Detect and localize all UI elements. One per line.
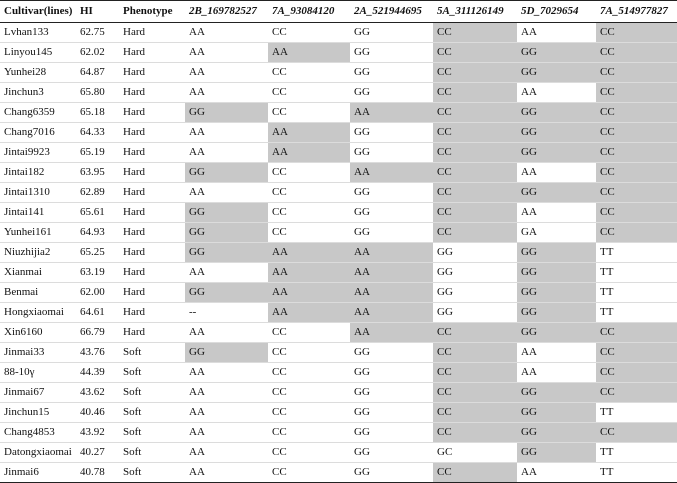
phenotype-cell: Soft [119, 403, 185, 423]
genotype-cell: CC [268, 163, 350, 183]
hi-cell: 62.75 [76, 23, 119, 43]
genotype-cell: CC [433, 123, 517, 143]
genotype-cell: GG [350, 123, 433, 143]
table-row [0, 463, 677, 483]
genotype-cell: GG [350, 183, 433, 203]
genotype-cell: GG [350, 83, 433, 103]
genotype-cell: CC [268, 423, 350, 443]
genotype-cell: CC [596, 43, 677, 63]
cultivar-cell: Lvhan133 [0, 23, 76, 43]
genotype-cell: CC [268, 23, 350, 43]
genotype-cell: GG [517, 443, 596, 463]
cultivar-cell: Jintai182 [0, 163, 76, 183]
genotype-cell: CC [268, 443, 350, 463]
table-row [0, 443, 677, 463]
phenotype-cell: Soft [119, 383, 185, 403]
genotype-cell: GG [185, 203, 268, 223]
genotype-cell: TT [596, 303, 677, 323]
genotype-cell: AA [268, 143, 350, 163]
table-row [0, 203, 677, 223]
genotype-cell: AA [517, 163, 596, 183]
genotype-cell: GG [185, 103, 268, 123]
phenotype-cell: Hard [119, 63, 185, 83]
table-row [0, 423, 677, 443]
hi-cell: 65.19 [76, 143, 119, 163]
genotype-cell: GC [433, 443, 517, 463]
genotype-cell: GG [350, 463, 433, 483]
genotype-cell: GG [517, 403, 596, 423]
genotype-cell: TT [596, 243, 677, 263]
genotype-cell: AA [517, 463, 596, 483]
genotype-cell: CC [433, 23, 517, 43]
genotype-cell: AA [185, 183, 268, 203]
cultivar-cell: Jinmai6 [0, 463, 76, 483]
genotype-cell: AA [268, 243, 350, 263]
phenotype-cell: Hard [119, 303, 185, 323]
phenotype-cell: Soft [119, 443, 185, 463]
genotype-cell: GG [350, 363, 433, 383]
genotype-cell: GG [517, 43, 596, 63]
genotype-cell: AA [185, 363, 268, 383]
genotype-cell: AA [185, 323, 268, 343]
genotype-cell: AA [517, 203, 596, 223]
phenotype-cell: Hard [119, 43, 185, 63]
table-row [0, 403, 677, 423]
header-row [0, 1, 677, 23]
table-row [0, 303, 677, 323]
genotype-cell: GG [517, 383, 596, 403]
genotype-cell: CC [433, 323, 517, 343]
genotype-cell: CC [596, 183, 677, 203]
cultivar-cell: Jintai141 [0, 203, 76, 223]
cultivar-cell: Benmai [0, 283, 76, 303]
phenotype-cell: Soft [119, 363, 185, 383]
table-row [0, 183, 677, 203]
genotype-cell: AA [185, 43, 268, 63]
genotype-cell: GG [350, 143, 433, 163]
header-marker-5d: 5D_7029654 [517, 1, 596, 23]
table-row [0, 63, 677, 83]
genotype-cell: AA [350, 303, 433, 323]
hi-cell: 40.27 [76, 443, 119, 463]
genotype-cell: GG [517, 103, 596, 123]
cultivar-cell: Yunhei161 [0, 223, 76, 243]
genotype-cell: CC [433, 423, 517, 443]
cultivar-cell: 88-10γ [0, 363, 76, 383]
genotype-cell: GA [517, 223, 596, 243]
cultivar-cell: Jinmai33 [0, 343, 76, 363]
genotype-cell: AA [185, 403, 268, 423]
header-marker-5a: 5A_311126149 [433, 1, 517, 23]
hi-cell: 64.93 [76, 223, 119, 243]
genotype-cell: AA [185, 383, 268, 403]
genotype-cell: GG [350, 223, 433, 243]
genotype-cell: GG [517, 303, 596, 323]
cultivar-cell: Jinmai67 [0, 383, 76, 403]
genotype-cell: AA [185, 63, 268, 83]
table-row [0, 243, 677, 263]
table-body [0, 23, 677, 483]
genotype-cell: AA [268, 263, 350, 283]
phenotype-cell: Hard [119, 143, 185, 163]
genotype-cell: CC [596, 63, 677, 83]
cultivar-cell: Yunhei28 [0, 63, 76, 83]
genotype-cell: AA [185, 123, 268, 143]
phenotype-cell: Hard [119, 323, 185, 343]
cultivar-cell: Chang6359 [0, 103, 76, 123]
genotype-cell: AA [350, 243, 433, 263]
hi-cell: 40.46 [76, 403, 119, 423]
phenotype-cell: Hard [119, 223, 185, 243]
hi-cell: 65.80 [76, 83, 119, 103]
genotype-cell: GG [350, 423, 433, 443]
hi-cell: 62.02 [76, 43, 119, 63]
hi-cell: 66.79 [76, 323, 119, 343]
hi-cell: 43.62 [76, 383, 119, 403]
genotype-cell: CC [268, 383, 350, 403]
hi-cell: 63.19 [76, 263, 119, 283]
phenotype-cell: Hard [119, 23, 185, 43]
genotype-cell: GG [517, 143, 596, 163]
hi-cell: 65.18 [76, 103, 119, 123]
genotype-cell: CC [596, 23, 677, 43]
genotype-cell: AA [185, 23, 268, 43]
table-row [0, 363, 677, 383]
genotype-cell: CC [268, 343, 350, 363]
genotype-cell: GG [517, 263, 596, 283]
hi-cell: 40.78 [76, 463, 119, 483]
genotype-cell: CC [268, 463, 350, 483]
genotype-cell: CC [596, 103, 677, 123]
header-marker-7a-2: 7A_514977827 [596, 1, 677, 23]
genotype-cell: GG [350, 23, 433, 43]
phenotype-cell: Hard [119, 123, 185, 143]
hi-cell: 64.87 [76, 63, 119, 83]
header-phenotype: Phenotype [119, 1, 185, 23]
table-row [0, 143, 677, 163]
genotype-cell: GG [185, 243, 268, 263]
table-row [0, 123, 677, 143]
table-row [0, 283, 677, 303]
genotype-cell: CC [433, 83, 517, 103]
genotype-cell: CC [596, 163, 677, 183]
genotype-cell: CC [433, 163, 517, 183]
genotype-cell: GG [517, 123, 596, 143]
genotype-cell: AA [185, 443, 268, 463]
genotype-cell: CC [596, 343, 677, 363]
genotype-cell: GG [350, 383, 433, 403]
hi-cell: 44.39 [76, 363, 119, 383]
cultivar-cell: Jintai9923 [0, 143, 76, 163]
genotype-cell: CC [596, 123, 677, 143]
genotype-cell: GG [433, 283, 517, 303]
phenotype-cell: Soft [119, 463, 185, 483]
genotype-cell: CC [596, 203, 677, 223]
cultivar-cell: Chang4853 [0, 423, 76, 443]
genotype-cell: GG [350, 343, 433, 363]
genotype-cell: CC [433, 63, 517, 83]
genotype-cell: GG [350, 43, 433, 63]
genotype-cell: GG [517, 183, 596, 203]
genotype-cell: CC [596, 323, 677, 343]
genotype-cell: GG [433, 263, 517, 283]
genotype-cell: GG [350, 203, 433, 223]
genotype-cell: CC [268, 63, 350, 83]
cultivar-cell: Linyou145 [0, 43, 76, 63]
genotype-cell: GG [433, 243, 517, 263]
phenotype-cell: Hard [119, 263, 185, 283]
genotype-cell: AA [517, 343, 596, 363]
table-row [0, 383, 677, 403]
phenotype-cell: Soft [119, 423, 185, 443]
table-row [0, 23, 677, 43]
genotype-cell: CC [268, 183, 350, 203]
genotype-cell: CC [433, 203, 517, 223]
genotype-cell: AA [185, 423, 268, 443]
header-marker-2a: 2A_521944695 [350, 1, 433, 23]
genotype-cell: TT [596, 403, 677, 423]
genotype-cell: CC [433, 363, 517, 383]
cultivar-cell: Jinchun15 [0, 403, 76, 423]
genotype-cell: GG [517, 323, 596, 343]
genotype-cell: TT [596, 463, 677, 483]
genotype-cell: CC [268, 103, 350, 123]
genotype-cell: AA [268, 283, 350, 303]
phenotype-cell: Hard [119, 283, 185, 303]
phenotype-cell: Hard [119, 83, 185, 103]
hi-cell: 62.00 [76, 283, 119, 303]
genotype-cell: AA [517, 23, 596, 43]
hi-cell: 64.33 [76, 123, 119, 143]
genotype-cell: GG [517, 63, 596, 83]
genotype-cell: GG [185, 283, 268, 303]
genotype-cell: GG [185, 343, 268, 363]
hi-cell: 65.25 [76, 243, 119, 263]
genotype-cell: GG [517, 283, 596, 303]
genotype-cell: AA [268, 43, 350, 63]
phenotype-cell: Hard [119, 103, 185, 123]
genotype-cell: CC [433, 223, 517, 243]
genotype-cell: TT [596, 443, 677, 463]
genotype-cell: TT [596, 263, 677, 283]
genotype-cell: AA [350, 263, 433, 283]
cultivar-cell: Jintai1310 [0, 183, 76, 203]
genotype-cell: AA [517, 363, 596, 383]
genotype-cell: CC [268, 223, 350, 243]
genotype-cell: GG [185, 223, 268, 243]
table-row [0, 163, 677, 183]
table-row [0, 103, 677, 123]
hi-cell: 65.61 [76, 203, 119, 223]
cultivar-cell: Chang7016 [0, 123, 76, 143]
genotype-cell: CC [433, 183, 517, 203]
genotype-cell: CC [433, 43, 517, 63]
hi-cell: 43.92 [76, 423, 119, 443]
genotype-cell: AA [517, 83, 596, 103]
genotype-cell: CC [433, 103, 517, 123]
genotype-cell: CC [596, 423, 677, 443]
hi-cell: 43.76 [76, 343, 119, 363]
genotype-cell: CC [596, 143, 677, 163]
genotype-cell: CC [596, 363, 677, 383]
genotype-cell: -- [185, 303, 268, 323]
genotype-cell: GG [185, 163, 268, 183]
genotype-cell: CC [433, 403, 517, 423]
genotype-cell: GG [350, 63, 433, 83]
hi-cell: 63.95 [76, 163, 119, 183]
cultivar-cell: Hongxiaomai [0, 303, 76, 323]
genotype-cell: AA [350, 103, 433, 123]
genotype-cell: CC [268, 363, 350, 383]
cultivar-cell: Datongxiaomai [0, 443, 76, 463]
genotype-cell: CC [433, 383, 517, 403]
genotype-cell: AA [268, 123, 350, 143]
genotype-cell: CC [268, 83, 350, 103]
hi-cell: 62.89 [76, 183, 119, 203]
genotype-cell: AA [185, 463, 268, 483]
cultivar-cell: Xianmai [0, 263, 76, 283]
genotype-cell: AA [185, 263, 268, 283]
table-row [0, 343, 677, 363]
genotype-cell: AA [268, 303, 350, 323]
phenotype-cell: Hard [119, 163, 185, 183]
genotype-cell: GG [517, 423, 596, 443]
genotype-cell: AA [350, 163, 433, 183]
phenotype-cell: Hard [119, 183, 185, 203]
genotype-cell: GG [350, 443, 433, 463]
genotype-cell: AA [350, 323, 433, 343]
phenotype-cell: Soft [119, 343, 185, 363]
header-cultivar: Cultivar(lines) [0, 1, 76, 23]
table-row [0, 83, 677, 103]
genotype-cell: CC [433, 143, 517, 163]
table-row [0, 323, 677, 343]
genotype-cell: AA [350, 283, 433, 303]
table-row [0, 263, 677, 283]
genotype-cell: GG [350, 403, 433, 423]
cultivar-cell: Jinchun3 [0, 83, 76, 103]
cultivar-cell: Niuzhijia2 [0, 243, 76, 263]
header-hi: HI [76, 1, 119, 23]
genotype-cell: CC [596, 223, 677, 243]
genotype-cell: CC [268, 403, 350, 423]
table-row [0, 43, 677, 63]
cultivar-cell: Xin6160 [0, 323, 76, 343]
table-row [0, 223, 677, 243]
header-marker-2b: 2B_169782527 [185, 1, 268, 23]
header-marker-7a-1: 7A_93084120 [268, 1, 350, 23]
genotype-cell: CC [433, 463, 517, 483]
genotype-cell: CC [596, 383, 677, 403]
genotype-cell: CC [268, 323, 350, 343]
genotype-cell: GG [517, 243, 596, 263]
genotype-cell: CC [268, 203, 350, 223]
phenotype-cell: Hard [119, 243, 185, 263]
genotype-cell: AA [185, 143, 268, 163]
phenotype-cell: Hard [119, 203, 185, 223]
genotype-cell: CC [433, 343, 517, 363]
hi-cell: 64.61 [76, 303, 119, 323]
genotype-cell: TT [596, 283, 677, 303]
genotype-cell: GG [433, 303, 517, 323]
genotype-cell: CC [596, 83, 677, 103]
genotype-cell: AA [185, 83, 268, 103]
